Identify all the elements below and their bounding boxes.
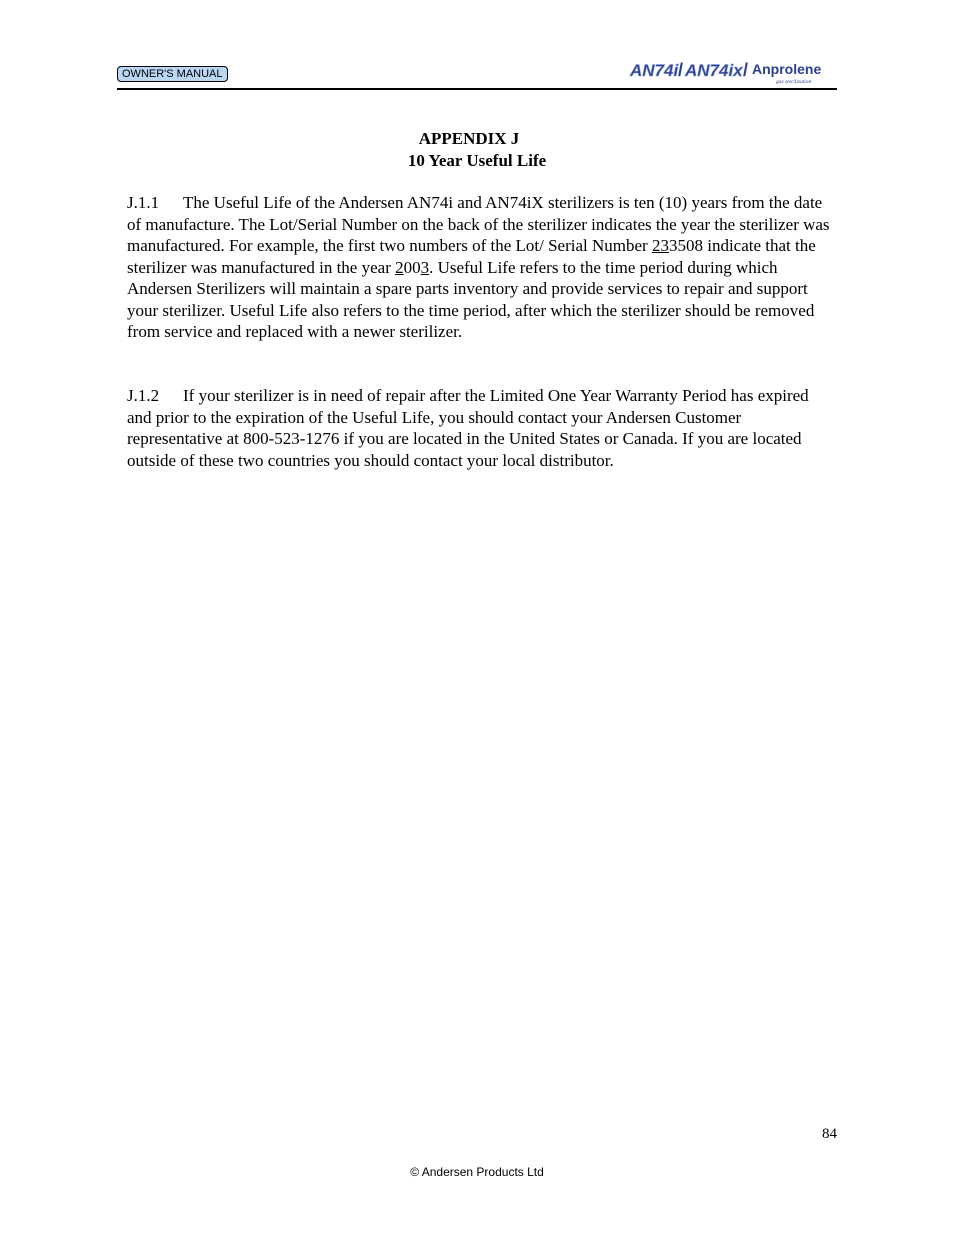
appendix-subheading: 10 Year Useful Life bbox=[407, 150, 547, 170]
section-j-1-2 bbox=[127, 385, 837, 471]
paragraph-text: 3508 indicate that the sterilizer was manufactured in the year bbox=[127, 236, 816, 277]
paragraph-text: 00 bbox=[403, 257, 421, 277]
paragraph-text: . Useful Life refers to the time period during which Andersen Sterilizers will maintain a spare parts inventory and provide services to repair and support your sterilizer. Useful Life also refers to the time period, after which the sterilizer should be removed from service and replaced with a newer sterilizer. bbox=[127, 257, 815, 341]
section-number: J.1.2 bbox=[127, 386, 160, 405]
header-divider bbox=[117, 88, 837, 90]
appendix-heading: APPENDIX J bbox=[418, 129, 520, 148]
logo-model-a: AN74i bbox=[630, 61, 679, 80]
logo-model-b: AN74ix bbox=[685, 61, 743, 80]
underlined-digits: 3 bbox=[420, 257, 430, 277]
paragraph-text: The Useful Life of the Andersen AN74i and AN74iX sterilizers is ten (10) years from the date of manufacture. The Lot/Serial Number on the back of the sterilizer indicates the year the sterilizer was manufactured. For example, the first two numbers of the Lot/ Serial Number bbox=[127, 193, 830, 255]
underlined-digits: 23 bbox=[651, 236, 669, 255]
underlined-digits: 2 bbox=[395, 257, 404, 277]
copyright-footer: © Andersen Products Ltd bbox=[410, 1165, 544, 1179]
section-number: J.1.1 bbox=[127, 193, 160, 212]
page-number: 84 bbox=[822, 1126, 837, 1142]
anprolene-logo bbox=[628, 58, 833, 86]
section-j-1-1 bbox=[127, 192, 837, 343]
paragraph-text: If your sterilizer is in need of repair after the Limited One Year Warranty Period has expired and prior to the expiration of the Useful Life, you should contact your Andersen Customer representative at 800-523-1276 if you are located in the United States or Canada. If you are located outside of these two countries you should contact your local distributor. bbox=[127, 386, 809, 470]
logo-slash-1: / bbox=[678, 60, 684, 80]
logo-brand: Anprolene bbox=[752, 61, 822, 77]
logo-slash-2: / bbox=[743, 60, 749, 80]
logo-tagline: gas sterilization bbox=[776, 79, 812, 85]
owners-manual-badge: OWNER'S MANUAL bbox=[117, 66, 228, 82]
appendix-title bbox=[117, 128, 837, 171]
